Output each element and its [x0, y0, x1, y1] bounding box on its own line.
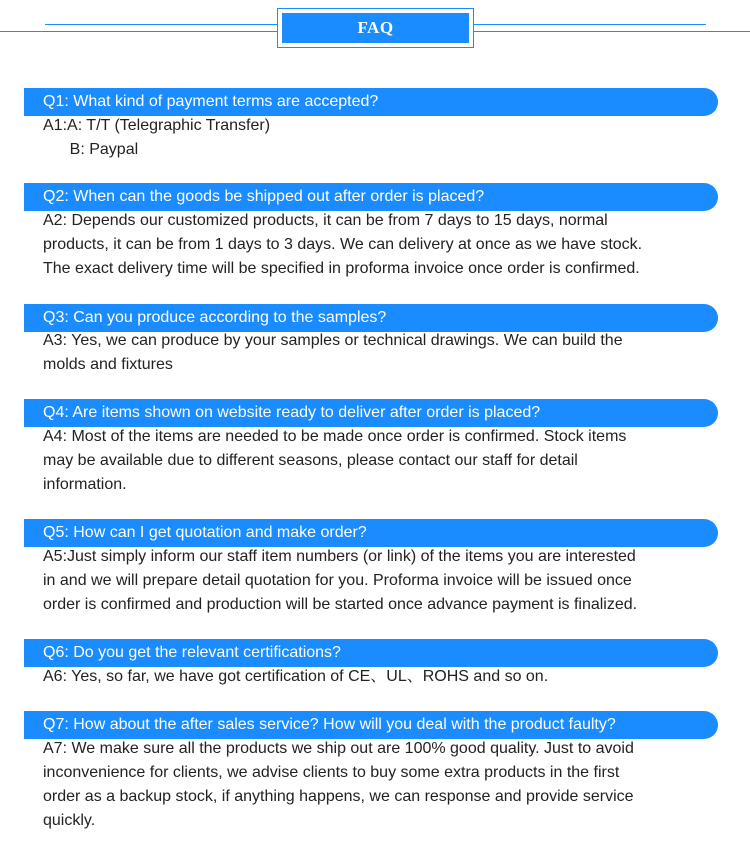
question-bar-2: Q2: When can the goods be shipped out after order is placed? — [24, 183, 718, 211]
faq-title: FAQ — [282, 13, 469, 43]
question-bar-5: Q5: How can I get quotation and make order? — [24, 519, 718, 547]
header-rule-right-lower — [474, 31, 750, 32]
header-rule-left-upper — [45, 24, 277, 25]
answer-5 — [43, 545, 713, 617]
answer-line: A6: Yes, so far, we have got certification of CE、UL、ROHS and so on. — [43, 668, 549, 685]
answer-3 — [43, 329, 713, 377]
answer-line: molds and fixtures — [43, 356, 173, 373]
header-rule-left-lower — [0, 31, 277, 32]
answer-line: A5:Just simply inform our staff item numbers (or link) of the items you are interested — [43, 548, 636, 565]
question-bar-3: Q3: Can you produce according to the samples? — [24, 304, 718, 332]
question-bar-7: Q7: How about the after sales service? How will you deal with the product faulty? — [24, 711, 718, 739]
answer-line: order as a backup stock, if anything happens, we can response and provide service — [43, 788, 634, 805]
answer-line: A7: We make sure all the products we ship out are 100% good quality. Just to avoid — [43, 740, 634, 757]
faq-header — [0, 0, 750, 60]
answer-line: inconvenience for clients, we advise clients to buy some extra products in the first — [43, 764, 620, 781]
question-bar-1: Q1: What kind of payment terms are accepted? — [24, 88, 718, 116]
answer-7 — [43, 737, 713, 833]
answer-line: order is confirmed and production will be started once advance payment is finalized. — [43, 596, 638, 613]
answer-line: B: Paypal — [43, 141, 139, 158]
question-bar-4: Q4: Are items shown on website ready to deliver after order is placed? — [24, 399, 718, 427]
answer-line: products, it can be from 1 days to 3 days. We can delivery at once as we have stock. — [43, 236, 643, 253]
answer-line: in and we will prepare detail quotation for you. Proforma invoice will be issued once — [43, 572, 632, 589]
answer-line: A2: Depends our customized products, it can be from 7 days to 15 days, normal — [43, 212, 608, 229]
answer-line: A4: Most of the items are needed to be made once order is confirmed. Stock items — [43, 428, 627, 445]
answer-6 — [43, 665, 713, 689]
question-bar-6: Q6: Do you get the relevant certifications? — [24, 639, 718, 667]
answer-1 — [43, 114, 713, 162]
answer-line: information. — [43, 476, 127, 493]
header-rule-right-upper — [474, 24, 706, 25]
answer-4 — [43, 425, 713, 497]
answer-line: A1:A: T/T (Telegraphic Transfer) — [43, 117, 271, 134]
answer-2 — [43, 209, 713, 281]
answer-line: A3: Yes, we can produce by your samples or technical drawings. We can build the — [43, 332, 623, 349]
answer-line: The exact delivery time will be specified in proforma invoice once order is confirmed. — [43, 260, 640, 277]
answer-line: may be available due to different seasons, please contact our staff for detail — [43, 452, 578, 469]
answer-line: quickly. — [43, 812, 96, 829]
